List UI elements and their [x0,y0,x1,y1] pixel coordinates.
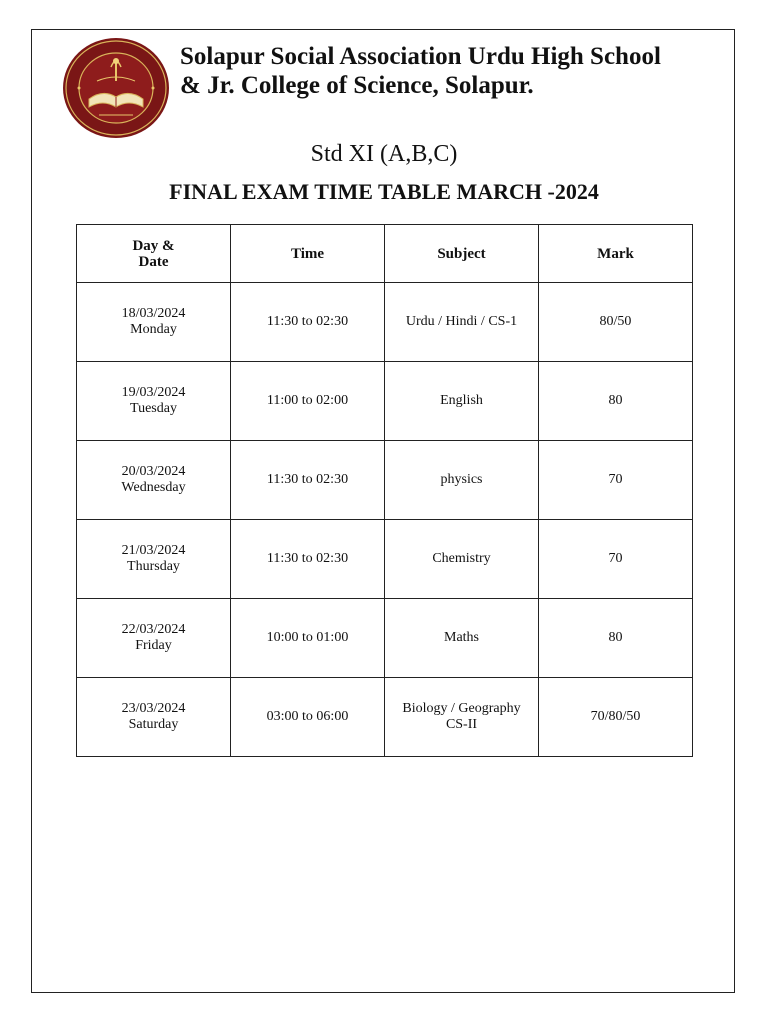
mark-cell: 70 [539,441,693,520]
day: Monday [130,322,177,337]
school-name-line2: & Jr. College of Science, Solapur. [180,72,534,99]
subject-cell [385,678,539,757]
date-cell [77,520,231,599]
date-cell [77,283,231,362]
mark-cell: 70 [539,520,693,599]
day: Saturday [128,717,179,732]
mark-cell: 80/50 [539,283,693,362]
date: 21/03/2024 [121,543,186,558]
time-cell: 11:30 to 02:30 [231,283,385,362]
table-row [77,520,693,599]
table-row [77,599,693,678]
table-row [77,283,693,362]
day: Wednesday [121,480,186,495]
date-cell [77,678,231,757]
time-cell: 11:30 to 02:30 [231,441,385,520]
time-cell: 10:00 to 01:00 [231,599,385,678]
day: Tuesday [130,401,177,416]
subject-line2: CS-II [445,717,478,732]
exam-title: FINAL EXAM TIME TABLE MARCH -2024 [169,179,599,204]
school-name-line1: Solapur Social Association Urdu High School [180,43,661,70]
header-day-line1: Day & [132,237,175,254]
time-cell: 11:30 to 02:30 [231,520,385,599]
date: 18/03/2024 [121,306,186,321]
subject-line1: Maths [444,630,479,645]
subject-line1: Chemistry [432,551,491,566]
header-subject: Subject [385,225,539,283]
mark-cell: 80 [539,362,693,441]
school-emblem-icon [61,37,171,139]
date-cell [77,362,231,441]
header-mark: Mark [539,225,693,283]
header-day-date [77,225,231,283]
mark-cell: 80 [539,599,693,678]
subject-line1: physics [440,472,483,487]
table-row [77,678,693,757]
subject-cell [385,441,539,520]
date: 23/03/2024 [121,701,186,716]
subject-line1: English [440,393,483,408]
timetable [76,224,693,757]
table-row [77,362,693,441]
header-time: Time [231,225,385,283]
subject-cell [385,520,539,599]
header-row [77,225,693,283]
date-cell [77,441,231,520]
date: 20/03/2024 [121,464,186,479]
date: 22/03/2024 [121,622,186,637]
day: Friday [135,638,172,653]
subject-cell [385,283,539,362]
time-cell: 11:00 to 02:00 [231,362,385,441]
school-name [180,42,661,100]
subject-cell [385,599,539,678]
subject-cell [385,362,539,441]
date: 19/03/2024 [121,385,186,400]
time-cell: 03:00 to 06:00 [231,678,385,757]
standard-label: Std XI (A,B,C) [310,141,458,167]
subject-line1: Biology / Geography [402,701,521,716]
mark-cell: 70/80/50 [539,678,693,757]
table-row [77,441,693,520]
day: Thursday [127,559,180,574]
date-cell [77,599,231,678]
header-day-line2: Date [138,253,169,270]
subject-line1: Urdu / Hindi / CS-1 [405,314,518,329]
